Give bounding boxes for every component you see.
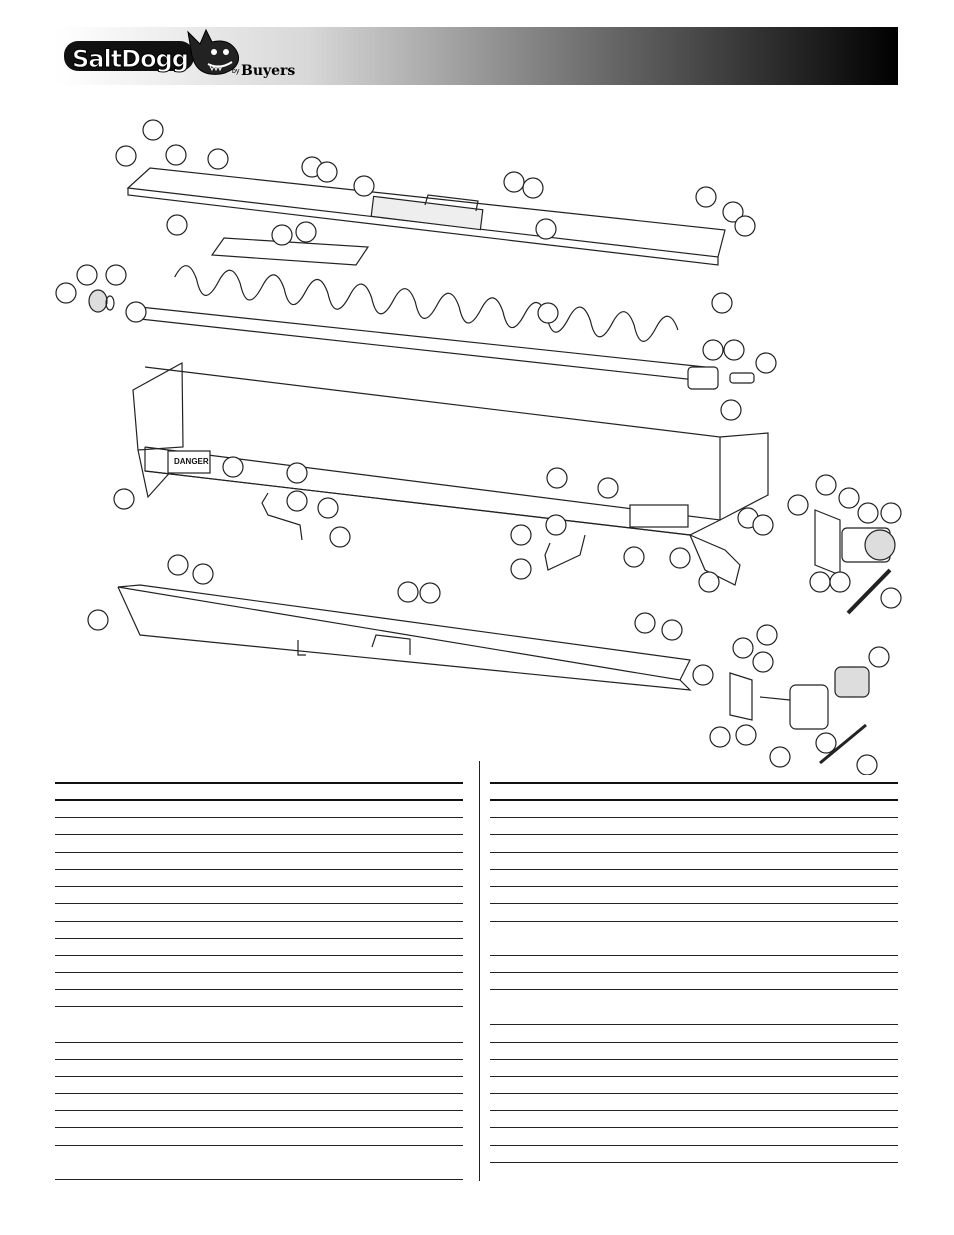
table-row <box>55 1110 463 1111</box>
table-row <box>55 938 463 939</box>
table-row <box>490 1059 898 1060</box>
table-row <box>55 1093 463 1094</box>
table-row <box>55 869 463 870</box>
logo-text: SaltDogg <box>72 45 188 73</box>
hose-right <box>545 535 585 570</box>
table-row <box>490 1127 898 1128</box>
top-cover <box>128 168 725 265</box>
table-row <box>490 1145 898 1146</box>
table-row <box>55 852 463 853</box>
saltdogg-logo <box>64 38 294 86</box>
table-row <box>490 972 898 973</box>
table-row <box>490 852 898 853</box>
table-row <box>55 834 463 835</box>
table-row <box>490 903 898 904</box>
table-row <box>55 817 463 818</box>
exploded-parts-diagram <box>0 95 954 775</box>
table-row <box>490 1042 898 1043</box>
table-row <box>55 1127 463 1128</box>
buyers-wordmark: Buyers <box>241 63 296 79</box>
motor-assembly-lower <box>730 667 869 763</box>
auger-screw <box>89 265 754 389</box>
table-row <box>490 817 898 818</box>
table-row <box>490 834 898 835</box>
table-row <box>55 903 463 904</box>
table-row <box>55 989 463 990</box>
table-row <box>55 955 463 956</box>
table-row <box>55 1006 463 1007</box>
table-row <box>490 869 898 870</box>
table-row <box>490 1024 898 1025</box>
table-row <box>490 1076 898 1077</box>
table-row <box>55 886 463 887</box>
table-row <box>490 1162 898 1163</box>
table-row <box>55 921 463 922</box>
danger-label: DANGER <box>174 457 209 466</box>
table-row <box>490 886 898 887</box>
table-row <box>490 921 898 922</box>
table-row <box>490 1110 898 1111</box>
table-header-top <box>55 782 463 784</box>
table-header-top <box>490 782 898 784</box>
table-row <box>55 1179 463 1180</box>
logo-by: by <box>232 68 240 75</box>
table-header-bottom <box>490 799 898 801</box>
table-row <box>490 989 898 990</box>
table-row <box>55 972 463 973</box>
column-divider <box>479 761 480 1181</box>
table-row <box>55 1076 463 1077</box>
logo-badge <box>64 41 194 71</box>
table-row <box>490 1093 898 1094</box>
table-header-bottom <box>55 799 463 801</box>
table-row <box>55 1059 463 1060</box>
table-row <box>55 1145 463 1146</box>
table-row <box>490 955 898 956</box>
table-row <box>55 1042 463 1043</box>
